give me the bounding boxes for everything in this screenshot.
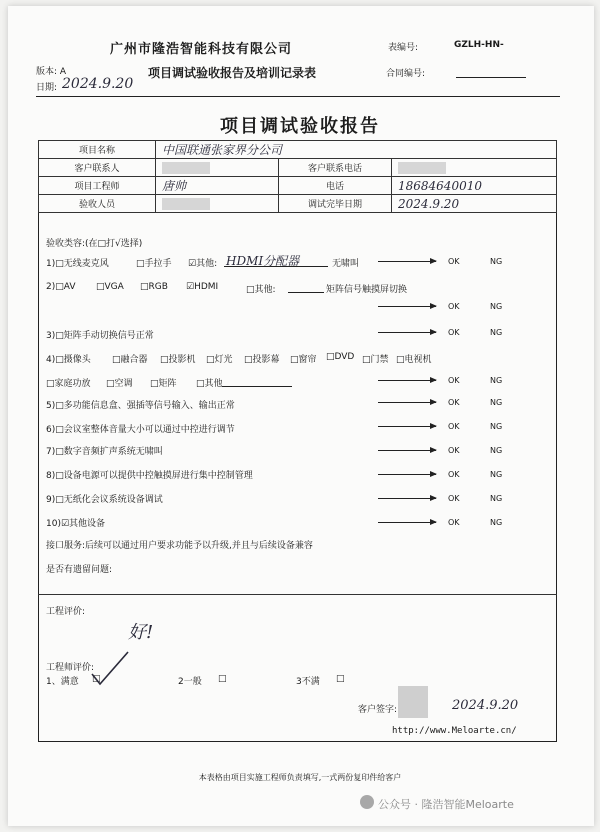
ng-label: NG xyxy=(490,470,503,479)
item6-volume-control: 6)□会议室整体音量大小可以通过中控进行调节 xyxy=(46,425,235,435)
ok-label: OK xyxy=(448,376,460,385)
item4-projector: □投影机 xyxy=(160,355,196,365)
item4-tv: □电视机 xyxy=(396,355,432,365)
version-label: 版本: A xyxy=(36,67,67,77)
item1-wireless-mic: 1)□无线麦克风 xyxy=(46,259,109,269)
ng-label: NG xyxy=(490,422,503,431)
item5-multifunction-box: 5)□多功能信息盒、强插等信号输入、输出正常 xyxy=(46,401,235,411)
item3-matrix-manual: 3)□矩阵手动切换信号正常 xyxy=(46,331,154,341)
ng-label: NG xyxy=(490,257,503,266)
item4-matrix: □矩阵 xyxy=(150,379,177,389)
contact-value-redacted xyxy=(156,159,279,177)
engineer-rating-label: 工程师评价: xyxy=(46,663,95,673)
ng-label: NG xyxy=(490,518,503,527)
item1-other-checked: ☑其他: xyxy=(188,259,218,269)
ok-label: OK xyxy=(448,470,460,479)
item4-dvd: □DVD xyxy=(326,352,355,362)
signature-date-handwritten: 2024.9.20 xyxy=(452,698,519,713)
item4-underline xyxy=(222,386,292,387)
item4-lights: □灯光 xyxy=(206,355,233,365)
customer-signature-label: 客户签字: xyxy=(358,705,398,715)
item4-access: □门禁 xyxy=(362,355,389,365)
form-title: 项目调试验收报告及培训记录表 xyxy=(148,66,317,80)
item4-curtain: □窗帘 xyxy=(290,355,317,365)
wechat-icon xyxy=(360,795,374,809)
form-number-label: 表编号: xyxy=(388,43,419,53)
signature-redacted xyxy=(398,686,428,718)
phone-value xyxy=(392,177,557,195)
ok-label: OK xyxy=(448,494,460,503)
arrow-icon xyxy=(378,474,436,475)
contact-label: 客户联系人 xyxy=(39,159,156,177)
ok-label: OK xyxy=(448,446,460,455)
ng-label: NG xyxy=(490,302,503,311)
ok-label: OK xyxy=(448,257,460,266)
table-row xyxy=(39,177,557,195)
contract-number-blank xyxy=(456,77,526,78)
project-name-value xyxy=(156,141,557,159)
ng-label: NG xyxy=(490,398,503,407)
item1-underline xyxy=(224,266,328,267)
debug-date-label: 调试完毕日期 xyxy=(279,195,392,213)
redaction-block xyxy=(398,162,446,174)
item4-other: □其他 xyxy=(196,379,223,389)
redaction-block xyxy=(162,198,210,210)
arrow-icon xyxy=(378,450,436,451)
ok-label: OK xyxy=(448,422,460,431)
watermark: 公众号 · 隆浩智能Meloarte xyxy=(378,798,514,811)
contact-phone-value-redacted xyxy=(392,159,557,177)
debug-date-handwritten: 2024.9.20 xyxy=(398,196,460,211)
table-row xyxy=(39,195,557,213)
rating-average-box: □ xyxy=(218,674,227,684)
date-label: 日期: xyxy=(36,83,58,93)
ng-label: NG xyxy=(490,446,503,455)
ok-label: OK xyxy=(448,328,460,337)
arrow-icon xyxy=(378,402,436,403)
item2-av: 2)□AV xyxy=(46,282,76,292)
engineer-handwritten: 唐帅 xyxy=(162,179,187,193)
checkmark-icon xyxy=(88,648,132,688)
contract-number-label: 合同编号: xyxy=(386,69,426,79)
arrow-icon xyxy=(378,426,436,427)
evaluation-handwritten: 好! xyxy=(128,622,154,643)
rating-unsatisfied: 3不满 xyxy=(296,677,320,687)
ng-label: NG xyxy=(490,376,503,385)
phone-handwritten: 18684640010 xyxy=(398,178,482,193)
item10-other-devices: 10)☑其他设备 xyxy=(46,519,106,529)
section-divider xyxy=(38,594,557,595)
remaining-issues: 是否有遗留问题: xyxy=(46,565,113,575)
engineer-value xyxy=(156,177,279,195)
table-row xyxy=(39,141,557,159)
item7-audio-system: 7)□数字音频扩声系统无啸叫 xyxy=(46,447,163,457)
date-handwritten: 2024.9.20 xyxy=(62,76,134,92)
website-link: http://www.Meloarte.cn/ xyxy=(392,726,517,736)
item4-blender: □融合器 xyxy=(112,355,148,365)
redaction-block xyxy=(162,162,210,174)
ok-label: OK xyxy=(448,302,460,311)
item2-matrix-switch: 矩阵信号触摸屏切换 xyxy=(326,285,408,295)
item4-home-amp: □家庭功放 xyxy=(46,379,91,389)
item1-other-handwritten: HDMI分配器 xyxy=(226,254,300,268)
item9-paperless: 9)□无纸化会议系统设备调试 xyxy=(46,495,163,505)
item1-no-howling: 无啸叫 xyxy=(332,259,360,269)
phone-label: 电话 xyxy=(279,177,392,195)
footer-note: 本表格由项目实施工程师负责填写,一式两份复印件给客户 xyxy=(198,773,402,782)
ok-label: OK xyxy=(448,518,460,527)
arrow-icon xyxy=(378,498,436,499)
checklist-intro: 验收类容:(在□打√选择) xyxy=(46,239,143,249)
arrow-icon xyxy=(378,261,436,262)
item8-power-control: 8)□设备电源可以提供中控触摸屏进行集中控制管理 xyxy=(46,471,253,481)
acceptor-label: 验收人员 xyxy=(39,195,156,213)
engineering-evaluation-label: 工程评价: xyxy=(46,607,86,617)
item4-aircon: □空调 xyxy=(106,379,133,389)
project-name-label: 项目名称 xyxy=(39,141,156,159)
arrow-icon xyxy=(378,380,436,381)
arrow-icon xyxy=(378,332,436,333)
header-divider xyxy=(36,96,560,97)
contact-phone-label: 客户联系电话 xyxy=(279,159,392,177)
item2-other: □其他: xyxy=(246,285,276,295)
rating-average: 2一般 xyxy=(178,677,202,687)
ng-label: NG xyxy=(490,328,503,337)
item4-screen: □投影幕 xyxy=(244,355,280,365)
item2-hdmi-checked: ☑HDMI xyxy=(186,282,219,292)
arrow-icon xyxy=(378,522,436,523)
project-name-handwritten: 中国联通张家界分公司 xyxy=(162,143,283,157)
ng-label: NG xyxy=(490,494,503,503)
rating-unsatisfied-box: □ xyxy=(336,674,345,684)
report-title: 项目调试验收报告 xyxy=(220,116,380,137)
item2-underline xyxy=(288,292,324,293)
interface-service: 接口服务:后续可以通过用户要求功能予以升级,并且与后续设备兼容 xyxy=(46,541,313,551)
item2-rgb: □RGB xyxy=(140,282,168,292)
ok-label: OK xyxy=(448,398,460,407)
form-number-value: GZLH-HN- xyxy=(454,40,504,50)
item1-handheld: □手拉手 xyxy=(136,259,172,269)
table-row xyxy=(39,159,557,177)
rating-satisfied: 1、满意 xyxy=(46,677,79,687)
item2-vga: □VGA xyxy=(96,282,124,292)
engineer-label: 项目工程师 xyxy=(39,177,156,195)
project-info-table xyxy=(38,140,557,213)
arrow-icon xyxy=(378,306,436,307)
company-name: 广州市隆浩智能科技有限公司 xyxy=(110,42,293,57)
debug-date-value xyxy=(392,195,557,213)
rating-satisfied-box: □ xyxy=(92,674,101,684)
item4-camera: 4)□摄像头 xyxy=(46,355,91,365)
acceptor-value-redacted xyxy=(156,195,279,213)
